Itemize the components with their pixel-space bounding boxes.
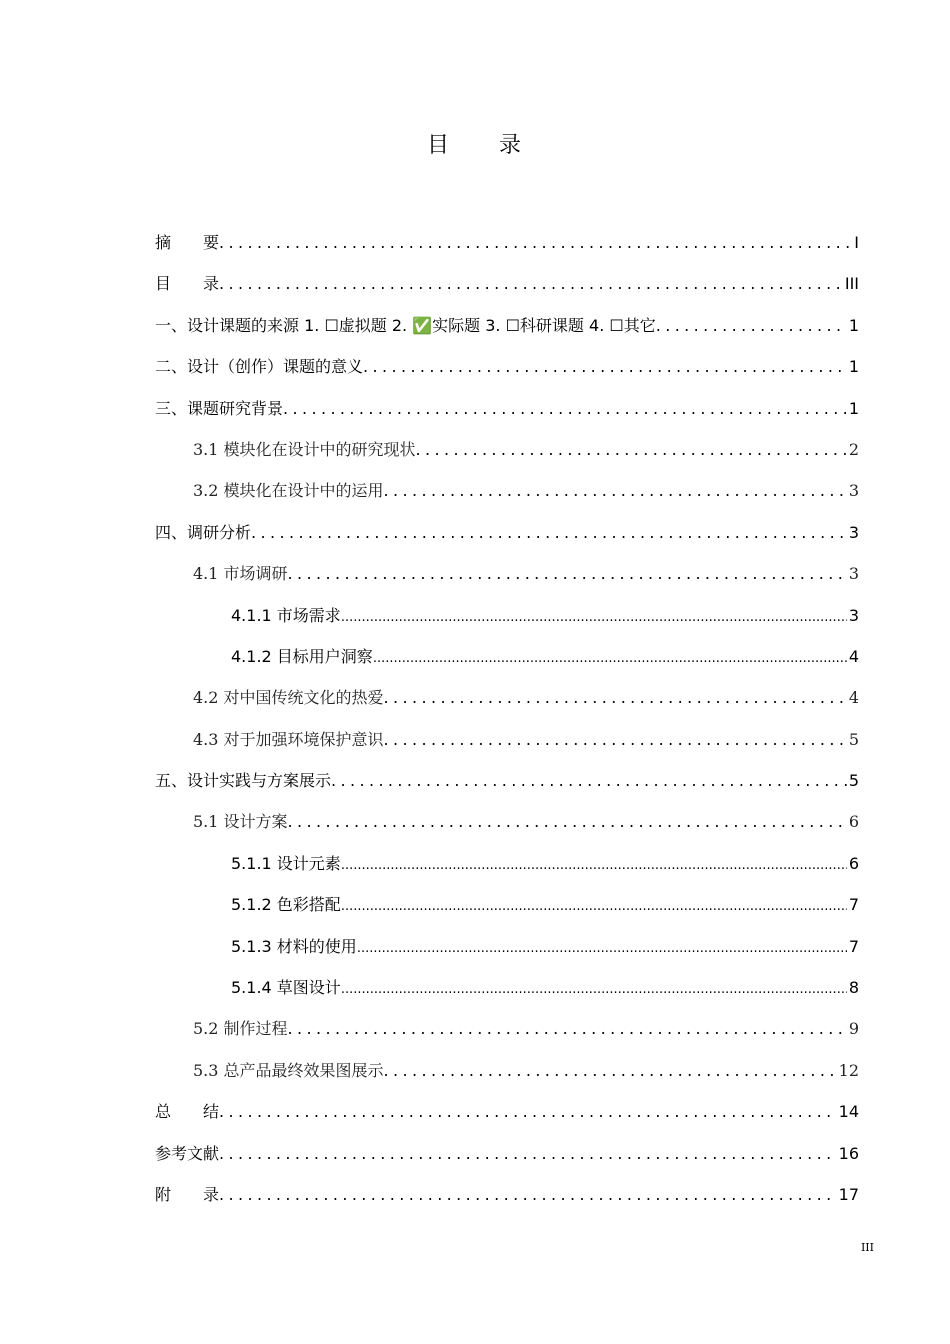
toc-entry[interactable]	[155, 719, 859, 760]
toc-entry[interactable]	[155, 553, 859, 594]
toc-entry[interactable]	[155, 263, 859, 304]
dot-leader	[341, 886, 847, 927]
toc-entry-page: 7	[848, 895, 859, 915]
toc-entry[interactable]	[155, 429, 859, 470]
toc-entry-text: 参考文献	[155, 1143, 220, 1163]
dot-leader	[219, 1174, 837, 1215]
toc-entry-text: 三、课题研究背景	[155, 398, 284, 418]
toc-entry[interactable]	[155, 1050, 859, 1091]
dot-leader	[288, 801, 847, 842]
dot-leader	[384, 719, 847, 760]
toc-entry-page: 1	[848, 315, 859, 335]
toc-entry-text: 3.2 模块化在设计中的运用	[193, 481, 384, 501]
dot-leader	[251, 512, 847, 553]
toc-entry-text: 4.1.1 市场需求	[231, 605, 341, 625]
toc-entry-page: 4	[848, 646, 859, 666]
dot-leader	[341, 597, 847, 638]
toc-entry-text: 目 录	[155, 274, 220, 294]
dot-leader	[656, 305, 847, 346]
toc-entry[interactable]	[155, 1008, 859, 1049]
toc-entry-text: 摘 要	[155, 233, 220, 252]
toc-entry-page: 6	[848, 812, 859, 832]
toc-entry[interactable]	[155, 222, 859, 263]
toc-entry-page: 1	[848, 357, 859, 377]
toc-entry[interactable]	[155, 926, 859, 967]
toc-entry[interactable]	[155, 801, 859, 842]
table-of-contents	[155, 222, 859, 1215]
dot-leader	[331, 760, 847, 801]
toc-entry-text: 5.1.2 色彩搭配	[231, 895, 341, 915]
toc-entry-page: 7	[848, 936, 859, 956]
toc-entry[interactable]	[155, 636, 859, 677]
dot-leader	[219, 222, 852, 263]
toc-entry[interactable]	[155, 595, 859, 636]
toc-entry[interactable]	[155, 470, 859, 511]
page-title: 目 录	[426, 133, 523, 158]
toc-entry-text: 总 结	[155, 1102, 220, 1122]
toc-entry-page: 5	[848, 729, 859, 749]
toc-entry-page: 17	[838, 1184, 859, 1204]
dot-leader	[373, 638, 847, 679]
toc-entry-text: 五、设计实践与方案展示	[155, 771, 332, 791]
page-number: III	[860, 1241, 874, 1254]
dot-leader	[363, 346, 847, 387]
toc-entry-text: 二、设计（创作）课题的意义	[155, 357, 364, 377]
toc-entry-page: 16	[838, 1143, 859, 1163]
dot-leader	[416, 429, 847, 470]
toc-entry[interactable]	[155, 884, 859, 925]
toc-entry-page: 3	[848, 481, 859, 501]
toc-entry-page: 14	[838, 1102, 859, 1122]
toc-entry-page: 4	[848, 688, 859, 708]
toc-entry-text: 四、调研分析	[155, 522, 252, 542]
toc-entry-text: 3.1 模块化在设计中的研究现状	[193, 439, 416, 459]
dot-leader	[219, 1133, 837, 1174]
toc-entry[interactable]	[155, 677, 859, 718]
toc-entry-text: 附 录	[155, 1184, 220, 1204]
toc-entry-page: 8	[848, 978, 859, 998]
toc-entry-text: 5.1.3 材料的使用	[231, 936, 357, 956]
toc-entry-text: 一、设计课题的来源 1. ☐虚拟题 2. ✅实际题 3. ☐科研课题 4. ☐其它	[155, 315, 656, 335]
toc-entry[interactable]	[155, 760, 859, 801]
toc-entry-page: 3	[848, 564, 859, 584]
toc-entry-text: 4.1 市场调研	[193, 564, 288, 584]
toc-entry[interactable]	[155, 1091, 859, 1132]
toc-entry[interactable]	[155, 1133, 859, 1174]
toc-entry[interactable]	[155, 346, 859, 387]
toc-entry-text: 5.1 设计方案	[193, 812, 288, 832]
toc-entry-page: I	[854, 233, 859, 252]
dot-leader	[341, 845, 847, 886]
toc-entry[interactable]	[155, 1174, 859, 1215]
toc-entry-text: 4.3 对于加强环境保护意识	[193, 729, 384, 749]
toc-entry-text: 5.2 制作过程	[193, 1019, 288, 1039]
toc-entry-page: 12	[838, 1060, 859, 1080]
dot-leader	[288, 1008, 847, 1049]
toc-entry-text: 5.3 总产品最终效果图展示	[193, 1060, 384, 1080]
toc-entry-page: 5	[848, 771, 859, 791]
dot-leader	[288, 553, 847, 594]
dot-leader	[219, 1091, 837, 1132]
dot-leader	[341, 969, 847, 1010]
toc-entry-page: 1	[848, 398, 859, 418]
toc-entry-text: 4.1.2 目标用户洞察	[231, 646, 373, 666]
toc-entry[interactable]	[155, 305, 859, 346]
dot-leader	[384, 1050, 837, 1091]
dot-leader	[219, 263, 843, 304]
toc-entry-page: 9	[848, 1019, 859, 1039]
toc-entry-page: 2	[848, 439, 859, 459]
dot-leader	[384, 470, 847, 511]
toc-entry[interactable]	[155, 967, 859, 1008]
toc-entry-page: III	[844, 274, 859, 294]
dot-leader	[357, 928, 847, 969]
toc-entry-page: 3	[848, 605, 859, 625]
toc-entry[interactable]	[155, 388, 859, 429]
dot-leader	[283, 388, 847, 429]
toc-entry-page: 3	[848, 522, 859, 542]
toc-entry-text: 5.1.4 草图设计	[231, 978, 341, 998]
toc-entry-text: 5.1.1 设计元素	[231, 853, 341, 873]
dot-leader	[384, 677, 847, 718]
toc-entry[interactable]	[155, 843, 859, 884]
toc-entry[interactable]	[155, 512, 859, 553]
toc-entry-page: 6	[848, 853, 859, 873]
toc-entry-text: 4.2 对中国传统文化的热爱	[193, 688, 384, 708]
